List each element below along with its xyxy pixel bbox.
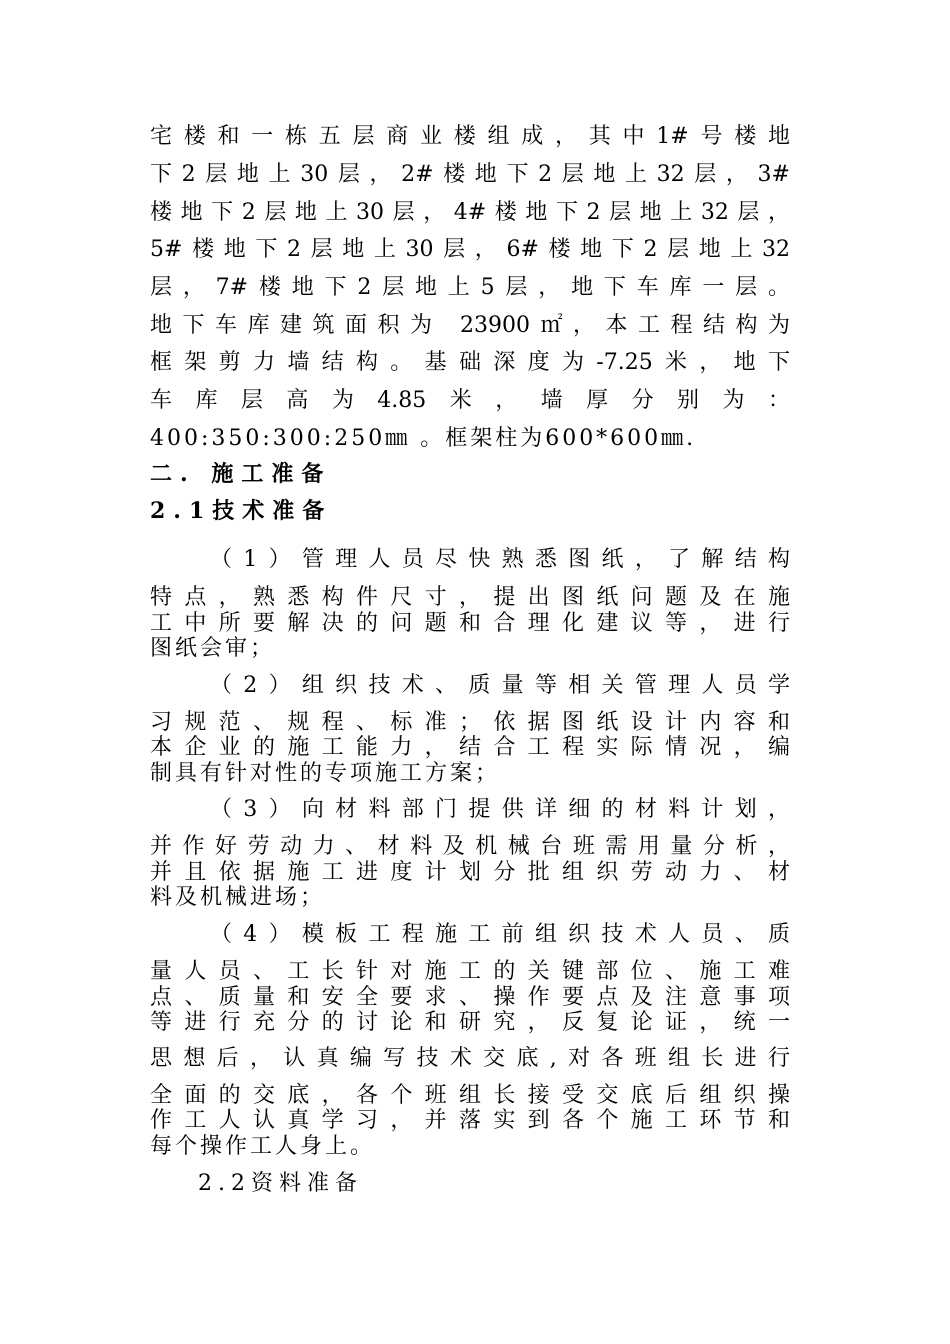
body-text-line: 框架剪力墙结构。基础深度为-7.25米，地下 — [150, 350, 790, 375]
list-item-first-line: （1）管理人员尽快熟悉图纸，了解结构 — [210, 547, 790, 572]
list-item-first-line: （2）组织技术、质量等相关管理人员学 — [210, 673, 790, 698]
body-text-line: 层，7#楼地下2层地上5层，地下车库一层。 — [150, 275, 790, 300]
list-item-line: 作工人认真学习，并落实到各个施工环节和 — [150, 1108, 790, 1133]
list-item-line: 本企业的施工能力，结合工程实际情况，编 — [150, 735, 790, 760]
list-item-first-line: （4）模板工程施工前组织技术人员、质 — [210, 922, 790, 947]
list-item-line: 并作好劳动力、材料及机械台班需用量分析， — [150, 834, 790, 859]
section-heading: 二. 施工准备 — [150, 461, 332, 487]
list-item-line: 思想后，认真编写技术交底,对各班组长进行 — [150, 1046, 790, 1071]
body-text-line: 楼地下2层地上30层，4#楼地下2层地上32层， — [150, 200, 790, 225]
list-item-line: 制具有针对性的专项施工方案； — [150, 761, 501, 786]
list-item-line: 量人员、工长针对施工的关键部位、施工难 — [150, 959, 790, 984]
list-item-line: 图纸会审； — [150, 636, 276, 661]
list-item-line: 每个操作工人身上。 — [150, 1134, 376, 1159]
list-item-line: 料及机械进场； — [150, 885, 326, 910]
list-item-line: 全面的交底，各个班组长接受交底后组织操 — [150, 1083, 790, 1108]
subsection-heading: 2.2资料准备 — [198, 1171, 363, 1196]
body-text-line: 下2层地上30层，2#楼地下2层地上32层，3# — [150, 162, 790, 187]
list-item-first-line: （3）向材料部门提供详细的材料计划， — [210, 797, 790, 822]
body-text-line: 5#楼地下2层地上30层，6#楼地下2层地上32 — [150, 237, 790, 262]
list-item-line: 等进行充分的讨论和研究，反复论证，统一 — [150, 1010, 790, 1035]
subsection-heading: 2.1技术准备 — [150, 498, 333, 524]
body-text-line: 地下车库建筑面积为 23900㎡，本工程结构为 — [150, 313, 790, 338]
list-item-line: 工中所要解决的问题和合理化建议等，进行 — [150, 611, 790, 636]
list-item-line: 习规范、规程、标准；依据图纸设计内容和 — [150, 710, 790, 735]
body-text-line: 车库层高为4.85米，墙厚分别为： — [150, 388, 790, 413]
list-item-line: 特点，熟悉构件尺寸，提出图纸问题及在施 — [150, 585, 790, 610]
list-item-line: 点、质量和安全要求、操作要点及注意事项 — [150, 985, 790, 1010]
body-text-line: 400:350:300:250㎜ 。框架柱为600*600㎜. — [150, 426, 697, 451]
body-text-line: 宅楼和一栋五层商业楼组成，其中1#号楼地 — [150, 124, 790, 149]
list-item-line: 并且依据施工进度计划分批组织劳动力、材 — [150, 860, 790, 885]
